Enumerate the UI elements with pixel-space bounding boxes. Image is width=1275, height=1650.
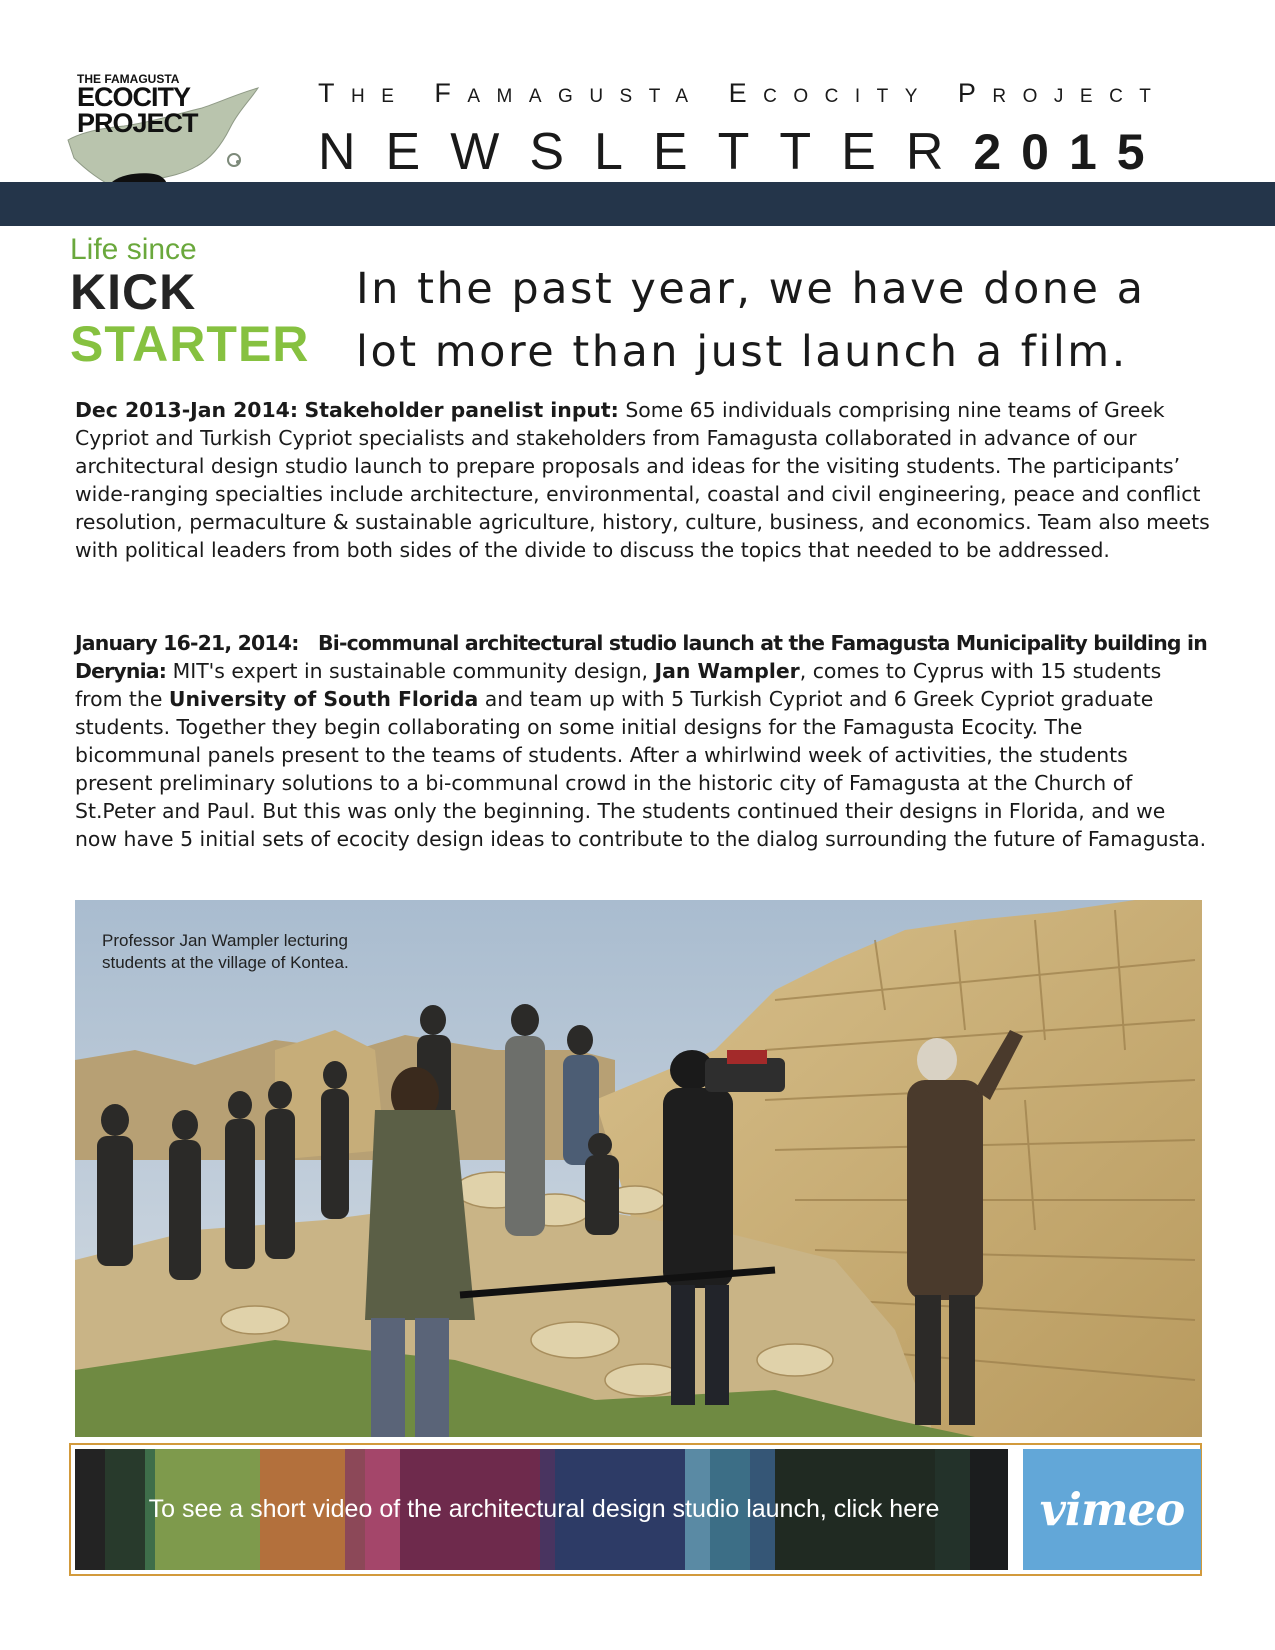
section2-text-2: , comes to Cyprus with 15 students from the [75,659,1162,711]
series-title-text: The Famagusta Ecocity Project [318,78,1168,108]
caption-line-1: Professor Jan Wampler lecturing [102,931,348,950]
caption-line-2: students at the village of Kontea. [102,953,349,972]
header-bar [0,182,1275,226]
life-since-text: Life since [70,233,197,266]
newsletter-word: NEWSLETTER [318,123,974,181]
kickstarter-badge [70,233,340,371]
starter-text: STARTER [70,316,310,372]
section2-title: Bi-communal architectural studio launch at the Famagusta Municipality building in Derynia: [75,631,1207,683]
jan-wampler-name: Jan Wampler [654,659,800,683]
section1-body: Some 65 individuals comprising nine teams of Greek Cypriot and Turkish Cypriot specialists and stakeholders from Famagusta collaborated in advance of our architectural design studio launch to prepare proposals and ideas for the visiting students. The participants’ wide-ranging specialties include architecture, environmental, coastal and civil engineering, peace and conflict resolution, permaculture & sustainable agriculture, history, culture, business, and economics. Team also meets with political leaders from both sides of the divide to discuss the topics that needed to be addressed. [75,398,1210,562]
usf-name: University of South Florida [168,687,479,711]
section-studio-launch [75,629,1210,853]
section1-date: Dec 2013-Jan 2014: [75,398,299,422]
logo-line-1: THE FAMAGUSTA [77,72,180,86]
newsletter-series-title [318,78,1208,109]
logo-wordmark [77,74,198,137]
headline-line-2: lot more than just launch a film. [356,327,1128,377]
logo-line-2: ECOCITY [77,82,191,113]
headline [356,258,1236,384]
section1-title: Stakeholder panelist input: [304,398,619,422]
section2-text-1: MIT's expert in sustainable community design, [172,659,649,683]
headline-line-1: In the past year, we have done a [356,264,1146,314]
kontea-photo [75,900,1202,1437]
newsletter-title [318,122,1218,182]
kontea-photo-illustration [75,900,1202,1437]
vimeo-logo: vimeo [1039,1483,1185,1536]
section2-text-3: and team up with 5 Turkish Cypriot and 6 Greek Cypriot graduate students. Together they begin collaborating on some initial designs for the Famagusta Ecocity. The bicommunal panels present to the teams of students. After a whirlwind week of activities, the students present preliminary solutions to a bi-communal crowd in the historic city of Famagusta at the Church of St.Peter and Paul. But this was only the beginning. The students continued their designs in Florida, and we now have 5 initial sets of ecocity design ideas to contribute to the dialog surrounding the future of Famagusta. [75,687,1207,851]
kick-text: KICK [70,264,197,320]
section-stakeholder-input [75,396,1210,564]
video-link[interactable]: To see a short video of the architectural design studio launch, click here [148,1495,940,1523]
photo-caption [102,930,422,974]
newsletter-year: 2015 [973,124,1165,180]
section2-date: January 16-21, 2014: [75,631,299,655]
logo-line-3: PROJECT [77,108,198,139]
vimeo-button[interactable] [1023,1449,1201,1570]
